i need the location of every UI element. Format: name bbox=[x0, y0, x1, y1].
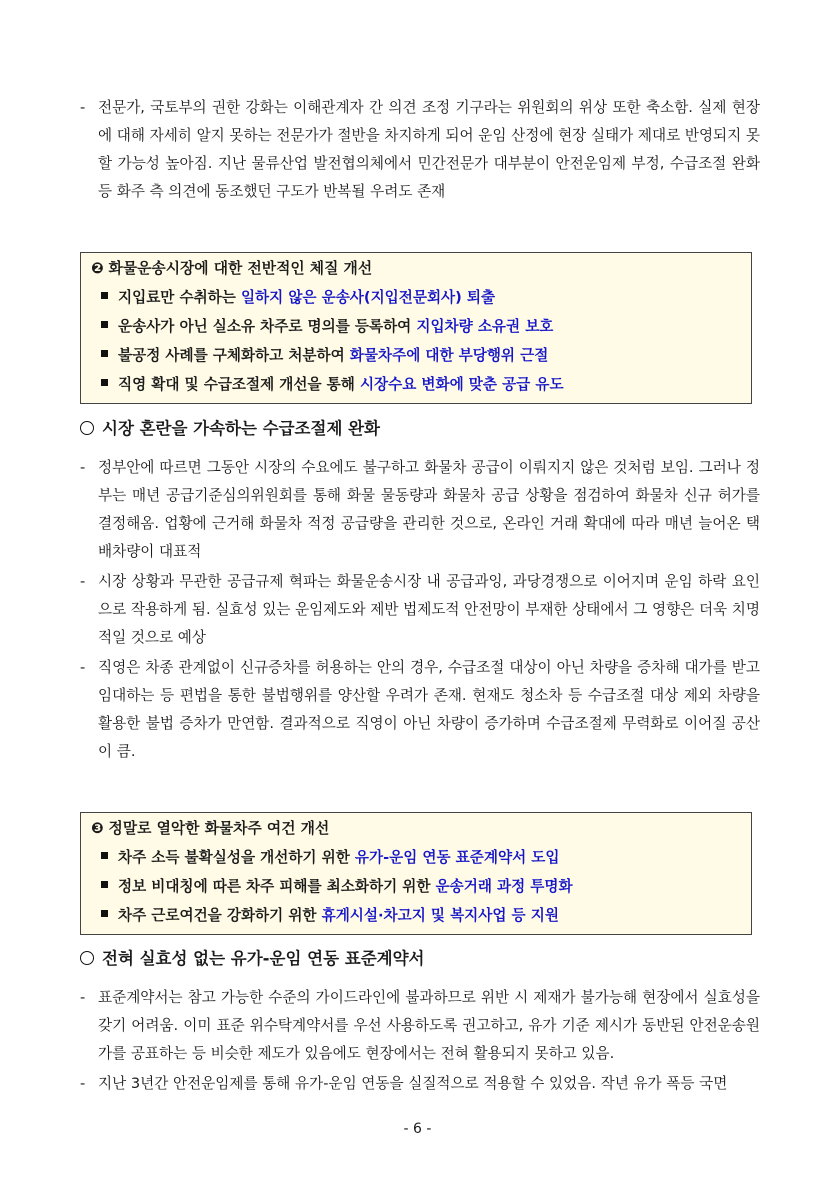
section-heading bbox=[80, 946, 424, 972]
box-title bbox=[91, 255, 741, 283]
section2-dash-item bbox=[80, 1070, 760, 1098]
square-bullet-icon bbox=[101, 321, 108, 328]
dash-marker: - bbox=[80, 1075, 86, 1092]
section1-dash-item bbox=[80, 454, 760, 566]
item-text: 지입료만 수취하는 bbox=[118, 289, 241, 306]
paragraph-text: 정부안에 따르면 그동안 시장의 수요에도 불구하고 화물차 공급이 이뤄지지 않은 것처럼 보임. 그러나 정부는 매년 공급기준심의위원회를 통해 화물 물동량과 화물차 공급 상황을 점검하여 화물차 신규 허가를 결정해옴. 업황에 근거해 화물차 적정 공급량을 관리한 것으로, 온라인 거래 확대에 따라 매년 늘어온 택배차량이 대표적 bbox=[98, 459, 760, 560]
item-highlight: 유가-운임 연동 표준계약서 도입 bbox=[354, 849, 560, 866]
circle-bullet-icon bbox=[80, 951, 94, 965]
section1-dash-item bbox=[80, 568, 760, 652]
box-title bbox=[91, 815, 741, 843]
paragraph-text: 지난 3년간 안전운임제를 통해 유가-운임 연동을 실질적으로 적용할 수 있었음. 작년 유가 폭등 국면 bbox=[98, 1075, 728, 1092]
item-text: 불공정 사례를 구체화하고 처분하여 bbox=[118, 347, 350, 364]
square-bullet-icon bbox=[101, 910, 108, 917]
summary-box-2 bbox=[80, 252, 752, 404]
item-highlight: 화물차주에 대한 부당행위 근절 bbox=[349, 347, 549, 364]
square-bullet-icon bbox=[101, 379, 108, 386]
item-highlight: 운송거래 과정 투명화 bbox=[435, 878, 573, 895]
paragraph-text: 시장 상황과 무관한 공급규제 혁파는 화물운송시장 내 공급과잉, 과당경쟁으로 이어지며 운임 하락 요인으로 작용하게 됨. 실효성 있는 운임제도와 제반 법제도적 안전망이 부재한 상태에서 그 영향은 더욱 치명적일 것으로 예상 bbox=[98, 573, 760, 646]
box-list-item bbox=[91, 341, 741, 370]
top-dash-item bbox=[80, 94, 760, 206]
item-text: 차주 근로여건을 강화하기 위한 bbox=[118, 907, 322, 924]
paragraph-text: 직영은 차종 관계없이 신규증차를 허용하는 안의 경우, 수급조절 대상이 아닌 차량을 증차해 대가를 받고 임대하는 등 편법을 통한 불법행위를 양산할 우려가 존재. 현재도 청소차 등 수급조절 대상 제외 차량을 활용한 불법 증차가 만연함. 결과적으로 직영이 아닌 차량이 증가하며 수급조절제 무력화로 이어질 공산이 큼. bbox=[98, 659, 760, 760]
square-bullet-icon bbox=[101, 881, 108, 888]
dash-marker: - bbox=[80, 99, 86, 116]
box-title-text: 정말로 열악한 화물차주 여건 개선 bbox=[108, 820, 330, 837]
circled-number-2: ❷ bbox=[91, 260, 104, 277]
square-bullet-icon bbox=[101, 852, 108, 859]
item-text: 차주 소득 불확실성을 개선하기 위한 bbox=[118, 849, 355, 866]
section1-dash-item bbox=[80, 654, 760, 766]
page-number: - 6 - bbox=[403, 1121, 432, 1137]
paragraph-text: 표준계약서는 참고 가능한 수준의 가이드라인에 불과하므로 위반 시 제재가 불가능해 현장에서 실효성을 갖기 어려움. 이미 표준 위수탁계약서를 우선 사용하도록 권고하고, 유가 기준 제시가 동반된 안전운송원가를 공표하는 등 비슷한 제도가 있음에도 현장에서는 전혀 활용되지 못하고 있음. bbox=[98, 989, 760, 1062]
paragraph-text: 전문가, 국토부의 권한 강화는 이해관계자 간 의견 조정 기구라는 위원회의 위상 또한 축소함. 실제 현장에 대해 자세히 알지 못하는 전문가가 절반을 차지하게 되어 운임 산정에 현장 실태가 제대로 반영되지 못할 가능성 높아짐. 지난 물류산업 발전협의체에서 민간전문가 대부분이 안전운임제 부정, 수급조절 완화 등 화주 측 의견에 동조했던 구도가 반복될 우려도 존재 bbox=[98, 99, 760, 200]
box-title-text: 화물운송시장에 대한 전반적인 체질 개선 bbox=[108, 260, 373, 277]
dash-marker: - bbox=[80, 459, 86, 476]
square-bullet-icon bbox=[101, 350, 108, 357]
item-text: 정보 비대칭에 따른 차주 피해를 최소화하기 위한 bbox=[118, 878, 436, 895]
dash-marker: - bbox=[80, 573, 86, 590]
section-heading bbox=[80, 416, 380, 442]
box-list-item bbox=[91, 872, 741, 901]
dash-marker: - bbox=[80, 659, 86, 676]
dash-marker: - bbox=[80, 989, 86, 1006]
box-list-item bbox=[91, 901, 741, 930]
circled-number-3: ❸ bbox=[91, 820, 104, 837]
item-highlight: 시장수요 변화에 맞춘 공급 유도 bbox=[359, 376, 564, 393]
box-list-item bbox=[91, 283, 741, 312]
section-heading-text: 전혀 실효성 없는 유가-운임 연동 표준계약서 bbox=[102, 949, 425, 968]
summary-box-3 bbox=[80, 812, 752, 935]
section2-dash-item bbox=[80, 984, 760, 1068]
section-heading-text: 시장 혼란을 가속하는 수급조절제 완화 bbox=[102, 419, 381, 438]
item-highlight: 휴게시설·차고지 및 복지사업 등 지원 bbox=[321, 907, 559, 924]
item-text: 직영 확대 및 수급조절제 개선을 통해 bbox=[118, 376, 360, 393]
item-text: 운송사가 아닌 실소유 차주로 명의를 등록하여 bbox=[118, 318, 417, 335]
box-list-item bbox=[91, 312, 741, 341]
box-list-item bbox=[91, 370, 741, 399]
item-highlight: 일하지 않은 운송사(지입전문회사) 퇴출 bbox=[240, 289, 496, 306]
square-bullet-icon bbox=[101, 292, 108, 299]
circle-bullet-icon bbox=[80, 421, 94, 435]
box-list-item bbox=[91, 843, 741, 872]
item-highlight: 지입차량 소유권 보호 bbox=[416, 318, 554, 335]
